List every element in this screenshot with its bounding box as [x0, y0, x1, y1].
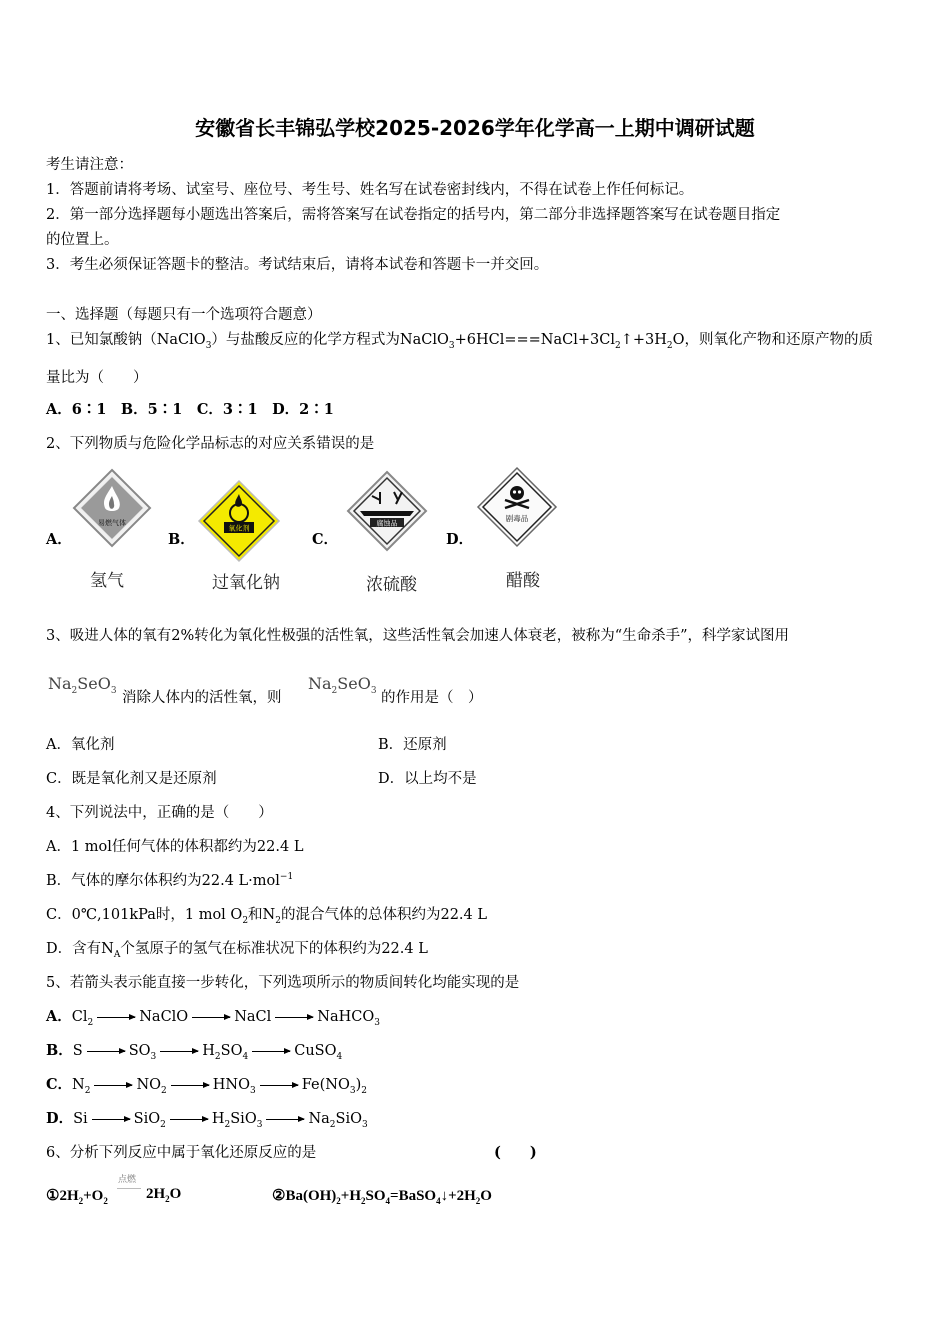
notice-item-3: 3．考生必须保证答题卡的整洁。考试结束后，请将本试卷和答题卡一并交回。	[46, 257, 549, 273]
q4-option-a: A．1 mol任何气体的体积都约为22.4 L	[46, 839, 304, 855]
q3-stem-line1: 3、吸进人体的氧有2%转化为氧化性极强的活性氧，这些活性氧会加速人体衰老，被称为“生命杀手”，科学家试图用	[46, 628, 790, 644]
q5-option-b: B．S $SO_3$ $H_2SO_4$ CuSO$_4$	[46, 1042, 343, 1062]
flammable-gas-sign-icon	[72, 468, 152, 548]
q3-option-a: A．氧化剂	[46, 737, 115, 753]
q2-stem: 2、下列物质与危险化学品标志的对应关系错误的是	[46, 436, 375, 452]
q3-option-b: B．还原剂	[378, 737, 447, 753]
q2-option-b-letter: B．	[168, 531, 195, 548]
q5-option-c: C．$N_2$ $NO_2$ $HNO_3$ $Fe(NO_3)_2$	[46, 1076, 367, 1096]
arrow-icon	[170, 1119, 208, 1120]
arrow-icon	[266, 1119, 304, 1120]
q3-stem-mid: 消除人体内的活性氧，则	[122, 690, 282, 706]
q3-option-c: C．既是氧化剂又是还原剂	[46, 771, 217, 787]
q2-sign-b-label: 氧化剂	[228, 524, 250, 533]
q2-option-d-letter: D．	[446, 531, 474, 548]
q4-stem: 4、下列说法中，正确的是（ ）	[46, 805, 273, 821]
q6-condition-line	[117, 1188, 141, 1189]
q6-answer-paren: ( )	[494, 1144, 537, 1161]
q3-formula-2: $Na_2SeO_3$	[308, 674, 377, 697]
toxic-sign-icon	[476, 466, 558, 548]
arrow-icon	[260, 1085, 298, 1086]
q3-option-d: D．以上均不是	[378, 771, 477, 787]
q6-reaction-1-product: $2H_2O$	[146, 1186, 182, 1204]
arrow-icon	[160, 1051, 198, 1052]
q2-option-a-letter: A．	[46, 531, 72, 548]
q6-reaction-2: $②Ba(OH)_2+H_2SO_4=BaSO_4↓+2H_2O$	[272, 1188, 492, 1206]
arrow-icon	[171, 1085, 209, 1086]
q5-stem: 5、若箭头表示能直接一步转化，下列选项所示的物质间转化均能实现的是	[46, 975, 520, 991]
q6-condition: 点燃	[118, 1175, 137, 1185]
q1-stem: 1、已知氯酸钠（NaClO$_3$）与盐酸反应的化学方程式为$NaClO_3+6HCl===NaCl+3Cl_2↑+3H_2O$，则氧化产物和还原产物的质	[46, 332, 874, 351]
corrosive-sign-icon	[346, 470, 428, 552]
q1-options: A．6∶1 B．5∶1 C．3∶1 D．2∶1	[46, 401, 334, 418]
q2-caption-a: 氢气	[90, 571, 124, 591]
q3-stem-end: 的作用是（ ）	[381, 690, 483, 706]
q2-sign-c-label: 腐蚀品	[376, 519, 398, 528]
q2-sign-a-label: 易燃气体	[98, 519, 126, 527]
notice-item-2-cont: 的位置上。	[46, 232, 119, 248]
q4-option-c: C．0℃,101kPa时，1 mol $O_2$和$N_2$的混合气体的总体积约为22.4 L	[46, 907, 487, 926]
q2-caption-c: 浓硫酸	[366, 575, 417, 595]
arrow-icon	[92, 1119, 130, 1120]
q2-caption-d: 醋酸	[506, 571, 540, 591]
arrow-icon	[97, 1017, 135, 1018]
arrow-icon	[252, 1051, 290, 1052]
notice-item-2: 2．第一部分选择题每小题选出答案后，需将答案写在试卷指定的括号内，第二部分非选择题答案写在试卷题目指定	[46, 207, 781, 223]
arrow-icon	[94, 1085, 132, 1086]
notice-item-1: 1．答题前请将考场、试室号、座位号、考生号、姓名写在试卷密封线内，不得在试卷上作任何标记。	[46, 182, 694, 198]
arrow-icon	[87, 1051, 125, 1052]
q2-caption-b: 过氧化钠	[212, 573, 280, 593]
q5-option-a: A．$Cl_2$ NaClO NaCl NaHCO$_3$	[46, 1008, 380, 1028]
q4-option-b: B．气体的摩尔体积约为22.4 L·mol$^{-1}$	[46, 872, 294, 889]
section-heading: 一、选择题（每题只有一个选项符合题意）	[46, 307, 322, 323]
q2-option-c-letter: C．	[312, 531, 339, 548]
q3-formula-1: $Na_2SeO_3$	[48, 674, 117, 697]
q1-stem-line2: 量比为（ ）	[46, 370, 148, 386]
q4-option-d: D．含有$N_A$个氢原子的氢气在标准状况下的体积约为22.4 L	[46, 941, 428, 960]
page-title: 安徽省长丰锦弘学校2025-2026学年化学高一上期中调研试题	[195, 116, 755, 140]
notice-heading: 考生请注意：	[46, 157, 133, 173]
arrow-icon	[192, 1017, 230, 1018]
q6-stem: 6、分析下列反应中属于氧化还原反应的是	[46, 1145, 317, 1161]
q2-sign-d-label: 剧毒品	[505, 514, 529, 523]
q5-option-d: D．Si SiO$_2$ $H_2SiO_3$ $Na_2SiO_3$	[46, 1110, 368, 1130]
arrow-icon	[275, 1017, 313, 1018]
oxidizer-sign-icon	[196, 478, 282, 564]
q6-reaction-1: $①2H_2+O_2$	[46, 1188, 108, 1206]
